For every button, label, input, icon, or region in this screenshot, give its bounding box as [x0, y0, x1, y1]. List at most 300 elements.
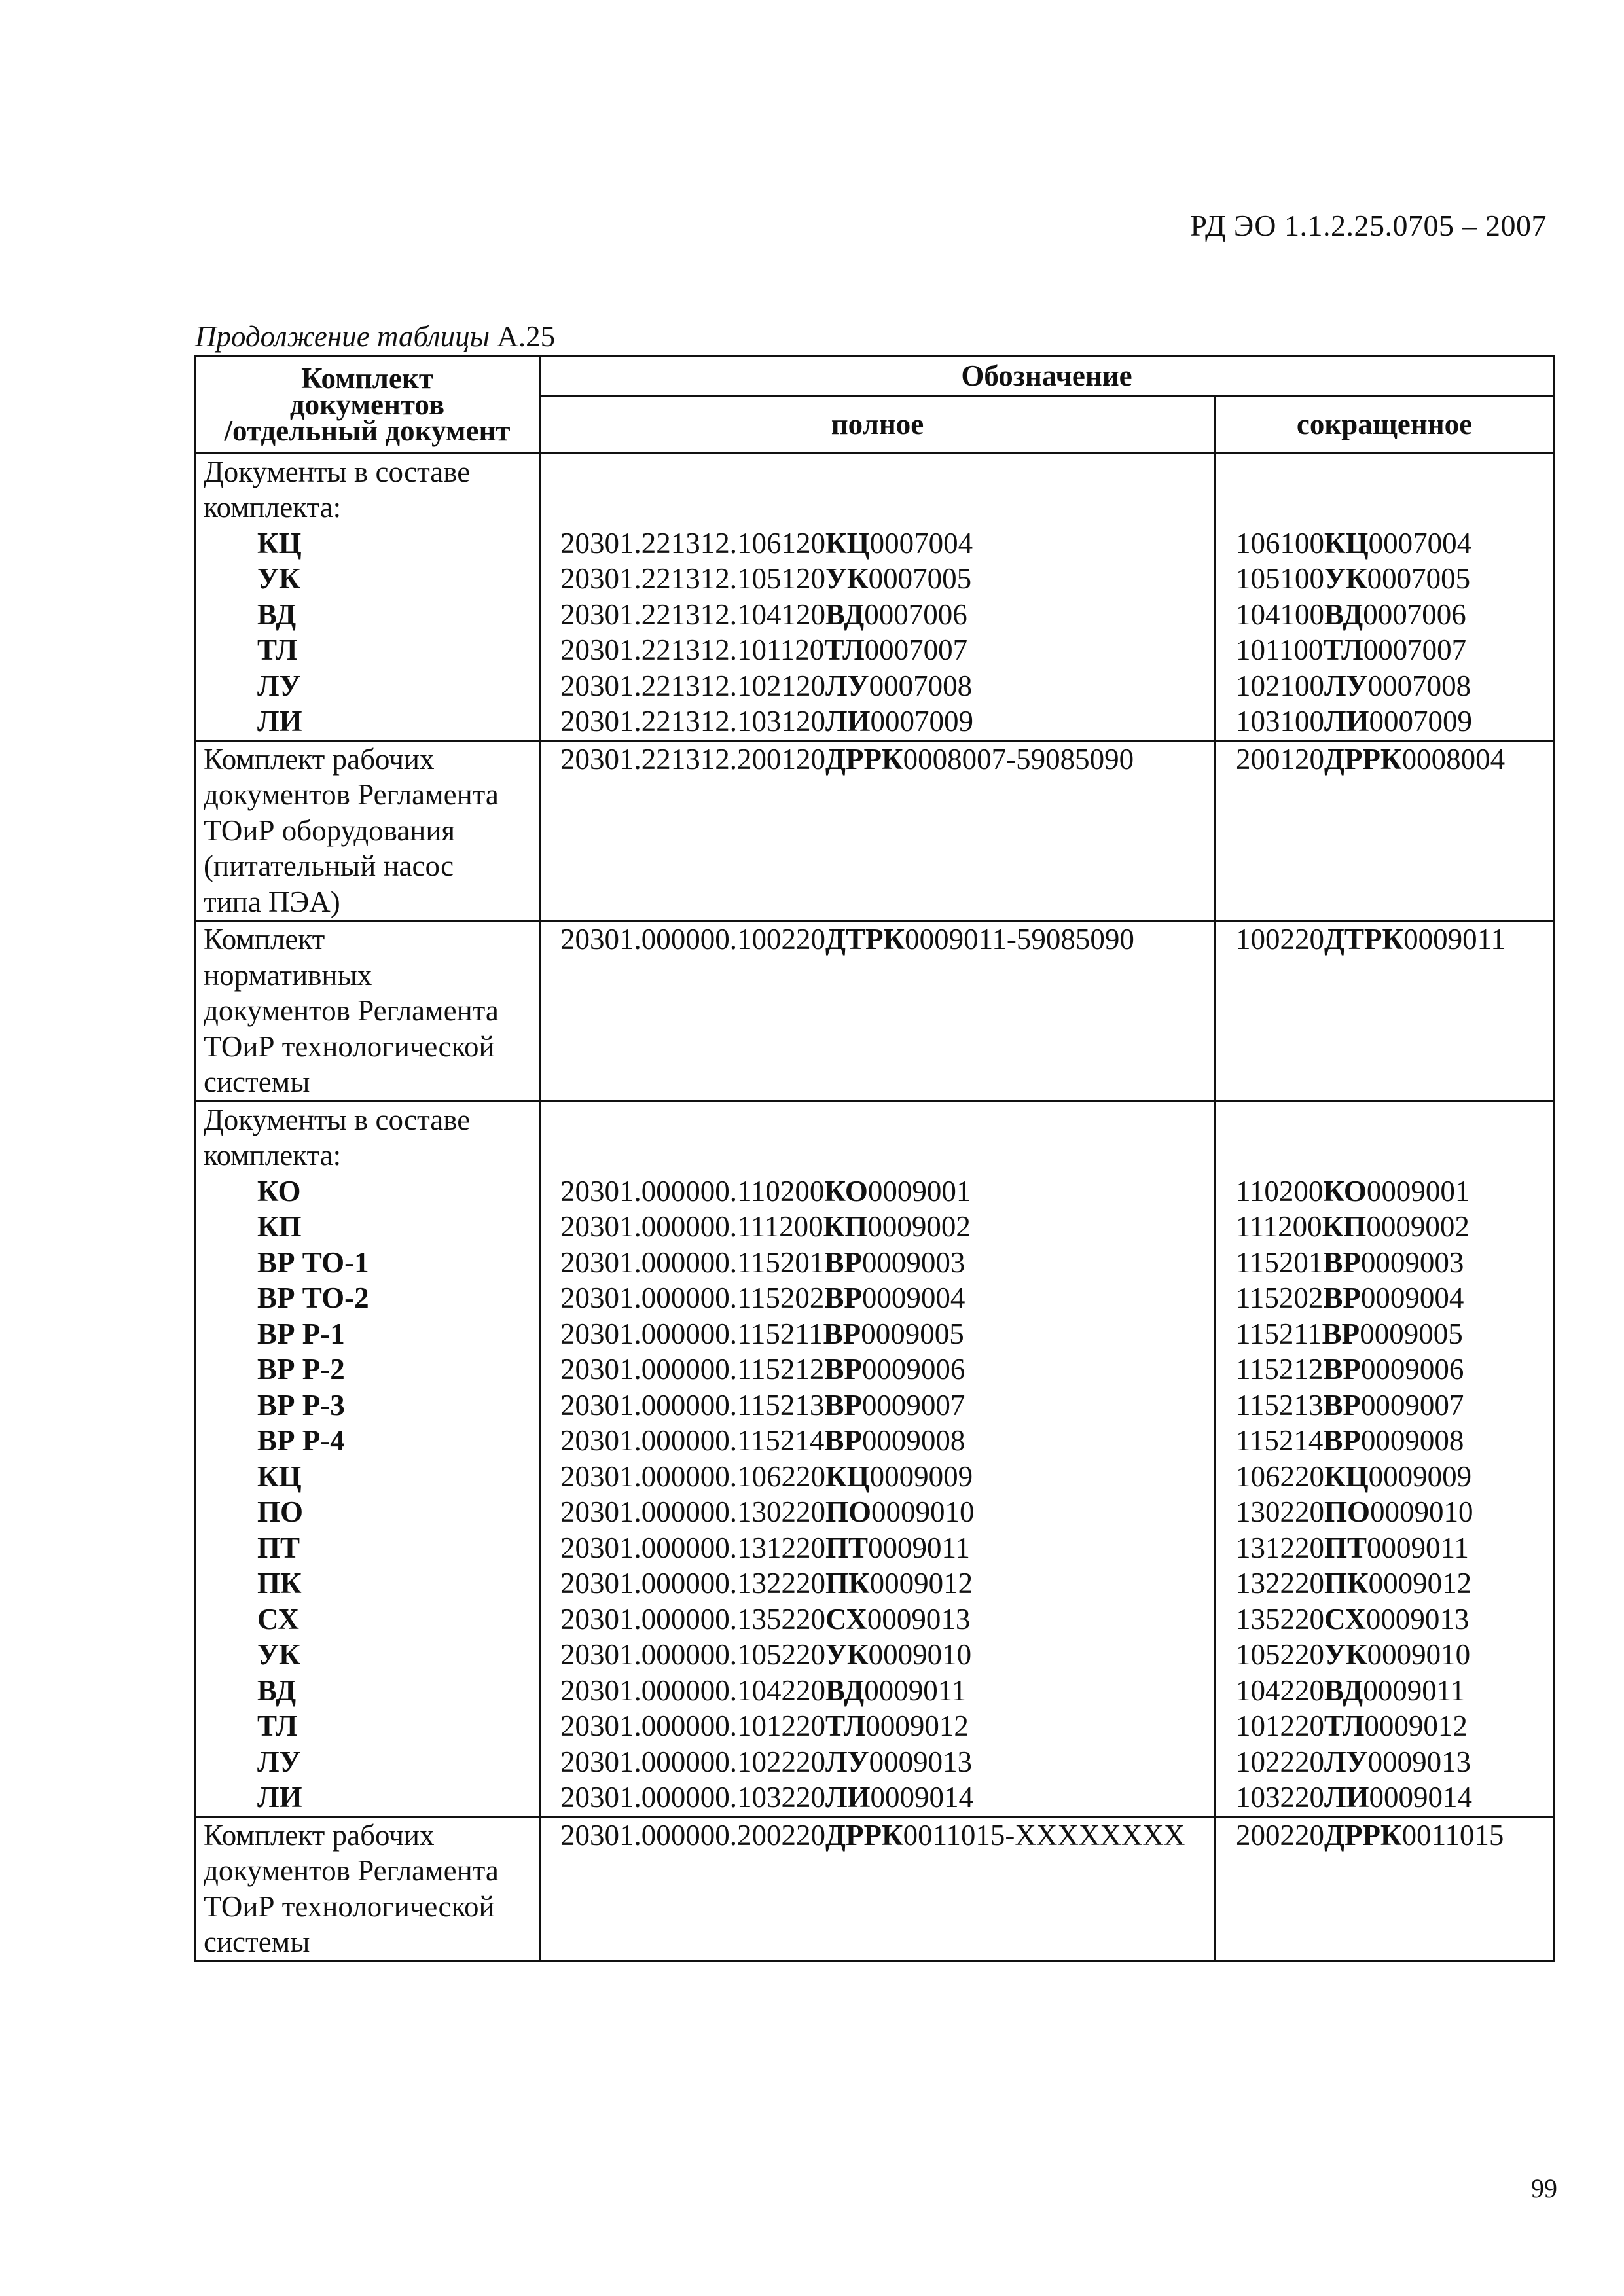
code-abbreviation: ДТРК [825, 923, 905, 956]
code-abbreviation: ТЛ [824, 634, 865, 666]
code-suffix: 0007008 [869, 669, 973, 702]
code-abbreviation: ВР [823, 1317, 861, 1350]
code-prefix: 115213 [1236, 1388, 1324, 1422]
code-prefix: 104100 [1236, 598, 1324, 631]
code-suffix: 0009008 [1360, 1424, 1464, 1457]
full-code [549, 1352, 1206, 1388]
code-abbreviation: УК [1324, 1638, 1367, 1671]
short-code [1224, 742, 1545, 778]
cell-document-set [195, 1101, 540, 1816]
code-prefix: 20301.000000.111200 [560, 1210, 823, 1243]
full-code [549, 742, 1206, 778]
label-line: Комплект рабочих [204, 742, 435, 776]
cell-document-set [195, 921, 540, 1102]
code-prefix: 104220 [1236, 1674, 1324, 1707]
code-suffix: 0009002 [867, 1210, 971, 1243]
spacer-line [1224, 1102, 1545, 1138]
code-prefix: 20301.000000.105220 [560, 1638, 825, 1671]
full-code [549, 1744, 1206, 1780]
code-prefix: 103220 [1236, 1781, 1324, 1814]
short-code [1224, 1209, 1545, 1245]
code-prefix: 132220 [1236, 1567, 1324, 1600]
code-suffix: 0009002 [1366, 1210, 1470, 1243]
label-line: документов Регламента [204, 1854, 499, 1887]
full-code [549, 668, 1206, 704]
code-abbreviation: ВР [824, 1388, 862, 1422]
item-label: УК [257, 562, 300, 595]
code-suffix: 0009001 [867, 1174, 971, 1208]
code-suffix: 0007006 [1363, 598, 1466, 631]
code-abbreviation: ДРРК [1324, 1818, 1402, 1852]
code-suffix: 0007005 [1367, 562, 1471, 595]
code-prefix: 20301.000000.115201 [560, 1246, 825, 1279]
item-label: ВР Р-2 [257, 1353, 345, 1386]
code-suffix: 0008007-59085090 [903, 742, 1134, 776]
code-suffix: 0009005 [861, 1317, 964, 1350]
code-abbreviation: ПО [825, 1496, 872, 1528]
item-label: ЛУ [257, 669, 301, 702]
code-suffix: 0009009 [869, 1460, 973, 1493]
item-label: КЦ [257, 1460, 302, 1493]
code-suffix: 0009012 [865, 1710, 969, 1742]
code-abbreviation: КО [824, 1174, 868, 1208]
code-abbreviation: ЛУ [825, 669, 869, 702]
code-prefix: 20301.000000.110200 [560, 1174, 825, 1208]
code-abbreviation: УК [825, 562, 869, 595]
code-abbreviation: КО [1323, 1174, 1367, 1208]
code-suffix: 0007004 [1368, 526, 1472, 560]
code-suffix: 0009014 [1369, 1781, 1473, 1814]
label-line: Документы в составе [204, 455, 471, 488]
code-suffix: 0009013 [1365, 1602, 1470, 1636]
code-suffix: 0009008 [861, 1424, 965, 1457]
code-prefix: 20301.221312.102120 [560, 669, 825, 702]
item-label: ТЛ [257, 634, 298, 666]
code-suffix: 0007007 [864, 634, 968, 666]
code-suffix: 0009013 [867, 1602, 971, 1636]
code-prefix: 102100 [1236, 669, 1324, 702]
code-prefix: 20301.000000.132220 [560, 1567, 825, 1600]
short-code [1224, 1780, 1545, 1816]
code-suffix: 0007007 [1363, 634, 1467, 666]
cell-short-designation [1216, 1101, 1554, 1816]
label-line: Комплект [204, 923, 325, 956]
table-row [195, 740, 1554, 921]
short-code [1224, 632, 1545, 668]
code-suffix: 0009011 [1403, 923, 1506, 956]
code-prefix: 106220 [1236, 1460, 1324, 1493]
item-label: ПТ [257, 1531, 300, 1564]
label-line: нормативных [204, 958, 372, 992]
code-prefix: 20301.000000.115212 [560, 1353, 825, 1386]
code-prefix: 101100 [1236, 634, 1324, 666]
code-suffix: 0009011 [1363, 1674, 1466, 1707]
label-line: ТОиР оборудования [204, 814, 456, 847]
short-code [1224, 1245, 1545, 1281]
header-document-set [195, 356, 540, 454]
table-body [195, 453, 1554, 1961]
code-abbreviation: ВР [1322, 1317, 1360, 1350]
code-suffix: 0007006 [864, 598, 967, 631]
code-suffix: 0009003 [861, 1246, 965, 1279]
spacer-line [1224, 1138, 1545, 1174]
item-label: УК [257, 1638, 300, 1671]
full-code [549, 1174, 1206, 1210]
short-code [1224, 1174, 1545, 1210]
table-row [195, 1101, 1554, 1816]
label-line: системы [204, 1926, 310, 1958]
table-row [195, 453, 1554, 740]
code-abbreviation: ЛИ [825, 705, 871, 738]
code-suffix: 0009003 [1360, 1246, 1464, 1279]
short-code [1224, 1280, 1545, 1316]
header-line: Комплект [301, 361, 433, 395]
cell-full-designation [540, 1816, 1216, 1961]
short-code [1224, 1744, 1545, 1780]
cell-short-designation [1216, 740, 1554, 921]
short-code [1224, 526, 1545, 562]
full-code [549, 1494, 1206, 1530]
label-line: ТОиР технологической [204, 1890, 495, 1923]
short-code [1224, 1530, 1545, 1566]
spacer-line [549, 454, 1206, 490]
short-code [1224, 1459, 1545, 1495]
code-suffix: 0007005 [868, 562, 972, 595]
code-suffix: 0007004 [869, 526, 973, 560]
short-code [1224, 922, 1545, 958]
item-label: ВР ТО-2 [257, 1282, 369, 1314]
code-abbreviation: ТЛ [1324, 1710, 1365, 1742]
code-abbreviation: ПТ [825, 1531, 869, 1564]
item-label: ВД [257, 598, 297, 631]
header-line: /отдельный документ [224, 414, 511, 447]
header-short: сокращенное [1216, 396, 1554, 453]
table-row [195, 921, 1554, 1102]
code-prefix: 20301.000000.115214 [560, 1424, 825, 1457]
code-prefix: 110200 [1236, 1174, 1324, 1208]
code-abbreviation: КЦ [1324, 526, 1369, 560]
label-line: документов Регламента [204, 778, 499, 811]
code-abbreviation: ВД [1324, 1674, 1363, 1707]
code-abbreviation: ДРРК [825, 1818, 903, 1852]
code-abbreviation: ВР [824, 1353, 862, 1386]
code-prefix: 20301.000000.101220 [560, 1710, 825, 1742]
code-abbreviation: ВР [1323, 1353, 1361, 1386]
code-abbreviation: ЛУ [1324, 669, 1368, 702]
label-line: Комплект рабочих [204, 1818, 435, 1852]
code-prefix: 20301.000000.200220 [560, 1818, 825, 1852]
header-line: документов [289, 387, 445, 421]
short-code [1224, 1708, 1545, 1744]
code-prefix: 200120 [1236, 742, 1324, 776]
cell-short-designation [1216, 1816, 1554, 1961]
item-label: ТЛ [257, 1710, 298, 1742]
code-suffix: 0008004 [1401, 742, 1506, 776]
code-prefix: 20301.000000.131220 [560, 1531, 825, 1564]
item-label: ВР Р-3 [257, 1388, 345, 1422]
caption-italic: Продолжение таблицы [195, 320, 490, 353]
code-suffix: 0009011 [864, 1674, 967, 1707]
code-prefix: 131220 [1236, 1531, 1324, 1564]
code-abbreviation: ДТРК [1324, 923, 1404, 956]
document-code: РД ЭО 1.1.2.25.0705 – 2007 [1190, 209, 1547, 242]
full-code [549, 1280, 1206, 1316]
short-code [1224, 1423, 1545, 1459]
code-abbreviation: УК [825, 1638, 869, 1671]
code-suffix: 0009011 [1367, 1531, 1469, 1564]
code-abbreviation: ВР [1323, 1282, 1361, 1314]
code-suffix: 0009013 [1367, 1745, 1471, 1778]
code-abbreviation: ВД [825, 1674, 865, 1707]
code-abbreviation: УК [1324, 562, 1367, 595]
code-suffix: 0009007 [861, 1388, 965, 1422]
code-prefix: 106100 [1236, 526, 1324, 560]
code-abbreviation: ВР [1323, 1424, 1361, 1457]
code-abbreviation: ЛИ [825, 1781, 871, 1814]
code-abbreviation: ПК [825, 1567, 870, 1600]
code-prefix: 20301.221312.101120 [560, 634, 825, 666]
code-suffix: 0009009 [1368, 1460, 1472, 1493]
table-caption [195, 319, 555, 353]
code-abbreviation: ВР [1323, 1246, 1361, 1279]
item-label: ВД [257, 1674, 297, 1707]
code-abbreviation: ВР [824, 1282, 862, 1314]
code-abbreviation: ЛИ [1324, 1781, 1369, 1814]
item-label: КО [257, 1174, 301, 1208]
cell-full-designation [540, 740, 1216, 921]
item-label: ВР Р-1 [257, 1317, 345, 1350]
short-code [1224, 1316, 1545, 1352]
item-label: ПК [257, 1567, 302, 1600]
code-suffix: 0009006 [1360, 1353, 1464, 1386]
label-line: комплекта: [204, 491, 342, 524]
code-prefix: 20301.000000.135220 [560, 1602, 825, 1636]
full-code [549, 1316, 1206, 1352]
code-prefix: 111200 [1236, 1210, 1322, 1243]
code-prefix: 20301.221312.105120 [560, 562, 825, 595]
table-row [195, 1816, 1554, 1961]
cell-short-designation [1216, 453, 1554, 740]
item-label: ЛИ [257, 1781, 302, 1814]
item-label: СХ [257, 1602, 299, 1636]
code-suffix: 0007008 [1367, 669, 1471, 702]
code-suffix: 0009010 [1370, 1496, 1473, 1528]
code-abbreviation: ПТ [1324, 1531, 1367, 1564]
code-prefix: 200220 [1236, 1818, 1324, 1852]
full-code [549, 1566, 1206, 1602]
header-full: полное [540, 396, 1216, 453]
code-prefix: 20301.000000.103220 [560, 1781, 825, 1814]
code-abbreviation: ПО [1324, 1496, 1371, 1528]
code-suffix: 0009010 [868, 1638, 972, 1671]
header-designation: Обозначение [540, 356, 1554, 397]
code-prefix: 20301.000000.115202 [560, 1282, 825, 1314]
code-suffix: 0009005 [1360, 1317, 1463, 1350]
code-prefix: 20301.221312.103120 [560, 705, 825, 738]
code-suffix: 0009010 [1367, 1638, 1471, 1671]
code-suffix: 0009006 [861, 1353, 965, 1386]
short-code [1224, 1818, 1545, 1854]
cell-document-set [195, 1816, 540, 1961]
code-prefix: 20301.000000.106220 [560, 1460, 825, 1493]
spacer-line [549, 490, 1206, 526]
code-suffix: 0009014 [870, 1781, 974, 1814]
designation-table [194, 355, 1555, 1962]
table-header-row-1 [195, 356, 1554, 397]
label-line: комплекта: [204, 1139, 342, 1172]
code-suffix: 0009010 [871, 1496, 975, 1528]
code-prefix: 115211 [1236, 1317, 1322, 1350]
item-label: ЛУ [257, 1745, 301, 1778]
short-code [1224, 704, 1545, 740]
page-number: 99 [1531, 2174, 1557, 2203]
cell-full-designation [540, 453, 1216, 740]
spacer-line [549, 1138, 1206, 1174]
code-prefix: 20301.000000.115211 [560, 1317, 823, 1350]
code-suffix: 0007009 [870, 705, 974, 738]
code-prefix: 105100 [1236, 562, 1324, 595]
full-code [549, 1530, 1206, 1566]
cell-short-designation [1216, 921, 1554, 1102]
short-code [1224, 1637, 1545, 1673]
code-abbreviation: КП [1322, 1210, 1367, 1243]
code-suffix: 0009004 [861, 1282, 965, 1314]
code-prefix: 20301.000000.115213 [560, 1388, 825, 1422]
item-label: ВР Р-4 [257, 1424, 345, 1457]
full-code [549, 1388, 1206, 1424]
code-prefix: 20301.000000.130220 [560, 1496, 825, 1528]
full-code [549, 922, 1206, 958]
code-suffix: 0011015-XXXXXXXX [903, 1818, 1185, 1852]
code-abbreviation: СХ [1324, 1602, 1366, 1636]
short-code [1224, 1673, 1545, 1709]
code-suffix: 0009007 [1360, 1388, 1464, 1422]
cell-full-designation [540, 921, 1216, 1102]
item-label: КП [257, 1210, 302, 1243]
label-line: типа ПЭА) [204, 885, 340, 918]
code-prefix: 115202 [1236, 1282, 1324, 1314]
full-code [549, 1708, 1206, 1744]
short-code [1224, 1602, 1545, 1638]
short-code [1224, 561, 1545, 597]
code-prefix: 20301.000000.100220 [560, 923, 825, 956]
full-code [549, 1673, 1206, 1709]
code-prefix: 102220 [1236, 1745, 1324, 1778]
full-code [549, 1209, 1206, 1245]
full-code [549, 1780, 1206, 1816]
code-prefix: 20301.221312.200120 [560, 742, 825, 776]
code-prefix: 115214 [1236, 1424, 1324, 1457]
code-prefix: 115212 [1236, 1353, 1324, 1386]
code-suffix: 0009012 [1364, 1710, 1468, 1742]
short-code [1224, 1352, 1545, 1388]
code-prefix: 100220 [1236, 923, 1324, 956]
label-line: системы [204, 1066, 310, 1098]
spacer-line [1224, 454, 1545, 490]
code-prefix: 20301.221312.104120 [560, 598, 825, 631]
code-abbreviation: ТЛ [825, 1710, 866, 1742]
code-abbreviation: ДРРК [1324, 742, 1402, 776]
short-code [1224, 668, 1545, 704]
code-prefix: 115201 [1236, 1246, 1324, 1279]
code-abbreviation: ПК [1324, 1567, 1369, 1600]
code-suffix: 0009011 [868, 1531, 970, 1564]
code-abbreviation: ВР [824, 1424, 862, 1457]
item-label: ВР ТО-1 [257, 1246, 369, 1279]
code-prefix: 20301.000000.104220 [560, 1674, 825, 1707]
code-abbreviation: ЛУ [1324, 1745, 1368, 1778]
item-label: ЛИ [257, 705, 302, 738]
code-prefix: 105220 [1236, 1638, 1324, 1671]
code-abbreviation: ДРРК [825, 742, 903, 776]
code-abbreviation: КП [823, 1210, 868, 1243]
label-line: (питательный насос [204, 850, 454, 882]
code-abbreviation: ВР [824, 1246, 862, 1279]
spacer-line [549, 1102, 1206, 1138]
cell-document-set [195, 453, 540, 740]
code-suffix: 0011015 [1401, 1818, 1504, 1852]
code-suffix: 0009001 [1366, 1174, 1470, 1208]
full-code [549, 1818, 1206, 1854]
full-code [549, 526, 1206, 562]
code-abbreviation: КЦ [825, 1460, 870, 1493]
full-code [549, 1459, 1206, 1495]
code-suffix: 0009013 [869, 1745, 973, 1778]
code-abbreviation: ТЛ [1323, 634, 1363, 666]
code-prefix: 103100 [1236, 705, 1324, 738]
short-code [1224, 1388, 1545, 1424]
code-abbreviation: ВД [825, 598, 865, 631]
item-label: КЦ [257, 526, 302, 560]
short-code [1224, 1566, 1545, 1602]
code-suffix: 0009011-59085090 [905, 923, 1134, 956]
caption-number: А.25 [490, 320, 556, 353]
code-prefix: 101220 [1236, 1710, 1324, 1742]
code-abbreviation: ВД [1324, 598, 1363, 631]
code-abbreviation: КЦ [825, 526, 870, 560]
full-code [549, 597, 1206, 633]
code-suffix: 0009004 [1360, 1282, 1464, 1314]
code-prefix: 135220 [1236, 1602, 1324, 1636]
label-line: ТОиР технологической [204, 1030, 495, 1063]
code-abbreviation: ЛИ [1324, 705, 1369, 738]
full-code [549, 704, 1206, 740]
code-suffix: 0009012 [1368, 1567, 1472, 1600]
code-abbreviation: СХ [825, 1602, 867, 1636]
code-abbreviation: ЛУ [825, 1745, 869, 1778]
code-abbreviation: ВР [1323, 1388, 1361, 1422]
item-label: ПО [257, 1496, 304, 1528]
full-code [549, 1602, 1206, 1638]
code-abbreviation: КЦ [1324, 1460, 1369, 1493]
full-code [549, 561, 1206, 597]
cell-full-designation [540, 1101, 1216, 1816]
code-prefix: 20301.221312.106120 [560, 526, 825, 560]
label-line: Документы в составе [204, 1103, 471, 1136]
full-code [549, 1423, 1206, 1459]
label-line: документов Регламента [204, 994, 499, 1027]
code-prefix: 20301.000000.102220 [560, 1745, 825, 1778]
full-code [549, 1637, 1206, 1673]
cell-document-set [195, 740, 540, 921]
full-code [549, 1245, 1206, 1281]
full-code [549, 632, 1206, 668]
code-suffix: 0007009 [1369, 705, 1473, 738]
code-prefix: 130220 [1236, 1496, 1324, 1528]
short-code [1224, 1494, 1545, 1530]
spacer-line [1224, 490, 1545, 526]
short-code [1224, 597, 1545, 633]
